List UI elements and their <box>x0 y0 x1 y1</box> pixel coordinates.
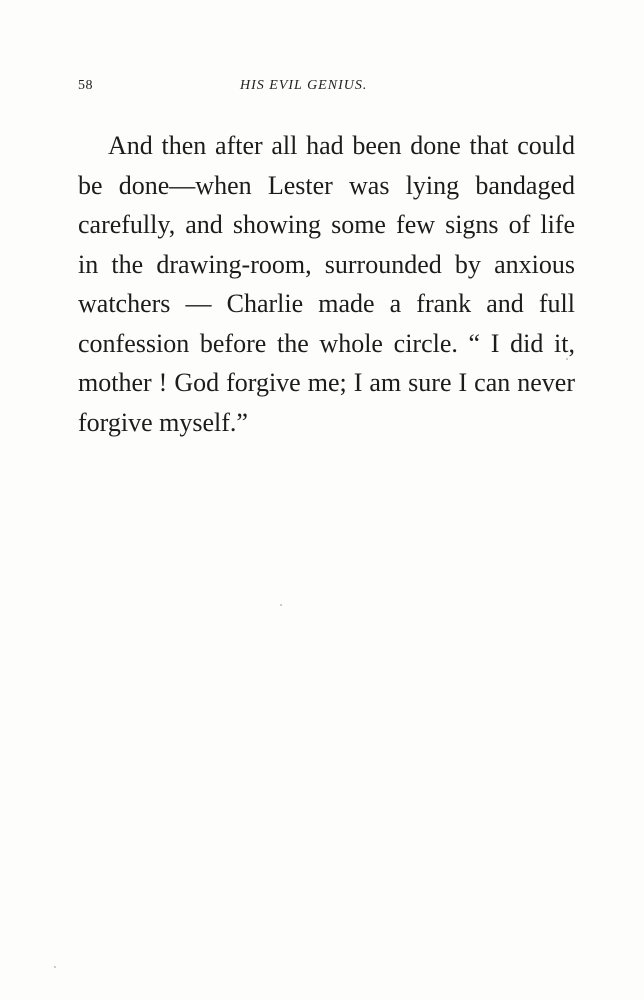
body-paragraph: And then after all had been done that could be done—when Lester was lying bandaged carefully, and showing some few signs of life in the drawing-room, surrounded by anxious watchers — Charlie made a frank and full confession before the whole circle. “ I did it, mother ! God forgive me; I am sure I can never forgive myself.” <box>78 131 575 437</box>
paper-speck <box>54 966 56 968</box>
running-title: HIS EVIL GENIUS. <box>240 78 368 93</box>
page-header <box>78 78 572 100</box>
paper-speck <box>566 358 568 360</box>
paper-speck <box>280 604 282 606</box>
page-number: 58 <box>78 78 93 93</box>
